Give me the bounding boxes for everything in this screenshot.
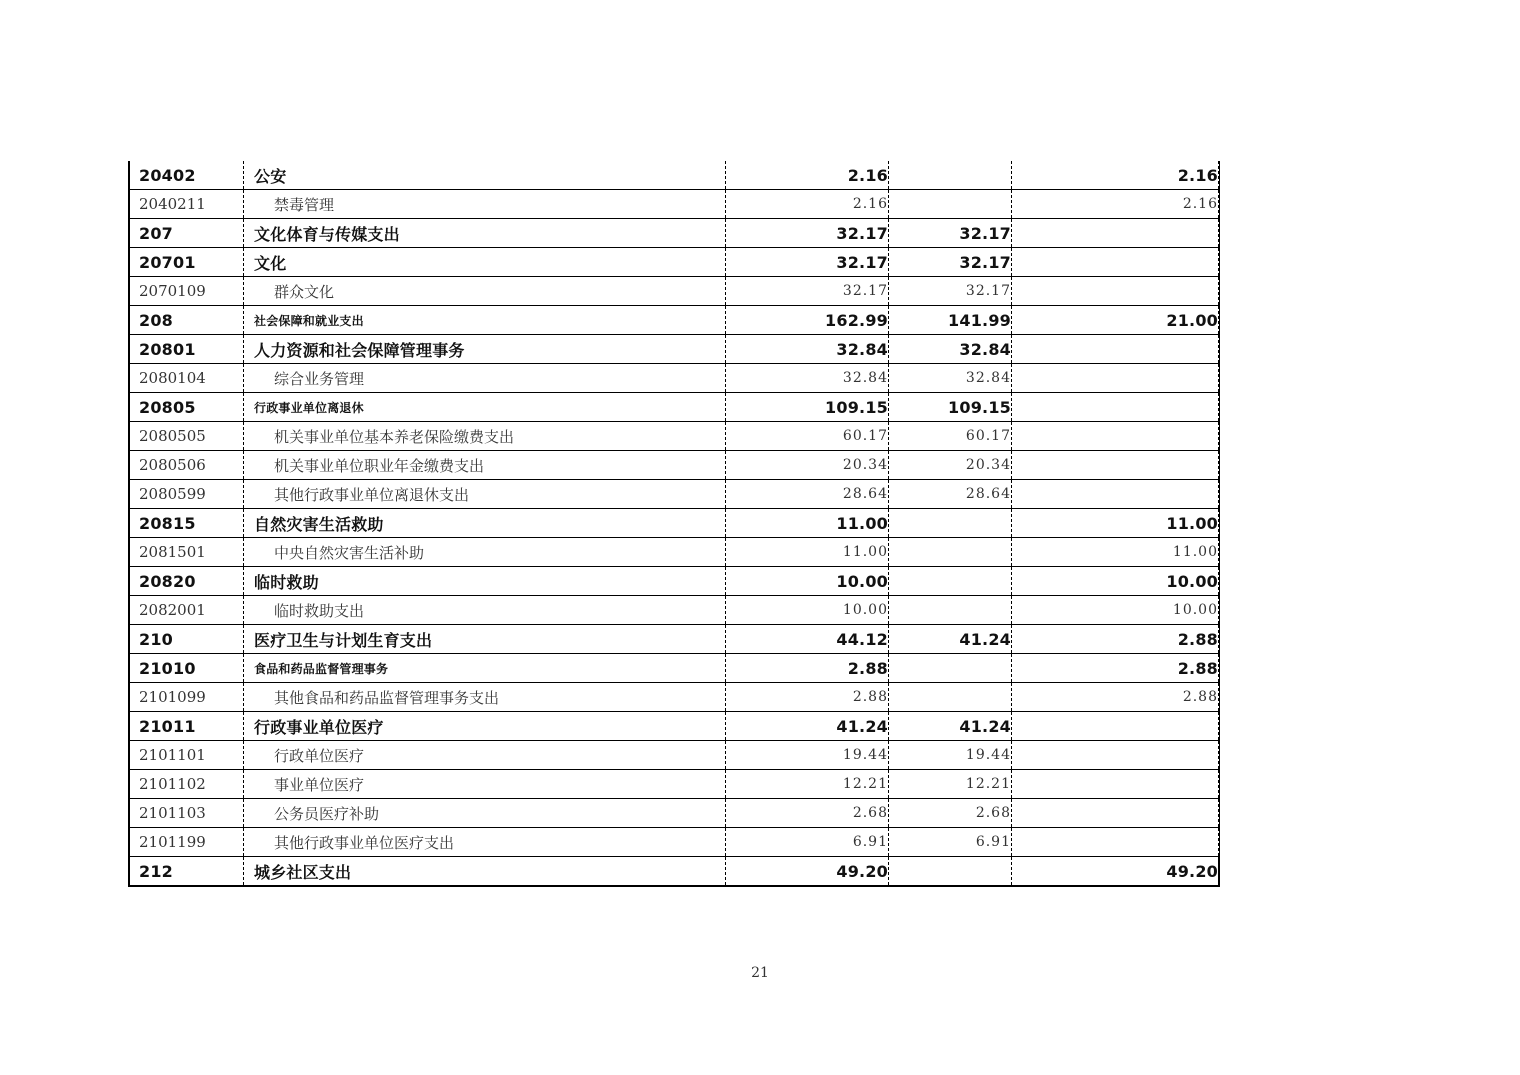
cell-basic-expenditure: 12.21 bbox=[888, 770, 1011, 798]
cell-total: 49.20 bbox=[725, 857, 888, 885]
cell-name: 机关事业单位职业年金缴费支出 bbox=[243, 451, 725, 479]
table-row bbox=[130, 277, 1219, 306]
cell-project-expenditure bbox=[1011, 393, 1219, 421]
cell-basic-expenditure bbox=[888, 161, 1011, 189]
cell-total: 19.44 bbox=[725, 741, 888, 769]
expenditure-table bbox=[128, 161, 1219, 887]
cell-code: 2082001 bbox=[139, 601, 206, 619]
cell-basic-expenditure: 60.17 bbox=[888, 422, 1011, 450]
cell-total: 32.17 bbox=[725, 248, 888, 276]
cell-name: 临时救助支出 bbox=[243, 596, 725, 624]
cell-project-expenditure bbox=[1011, 335, 1219, 363]
cell-project-expenditure bbox=[1011, 422, 1219, 450]
cell-total: 6.91 bbox=[725, 828, 888, 856]
table-row bbox=[130, 596, 1219, 625]
table-row bbox=[130, 712, 1219, 741]
cell-name: 社会保障和就业支出 bbox=[243, 306, 725, 334]
cell-basic-expenditure: 6.91 bbox=[888, 828, 1011, 856]
cell-project-expenditure bbox=[1011, 799, 1219, 827]
cell-basic-expenditure: 19.44 bbox=[888, 741, 1011, 769]
cell-code: 2040211 bbox=[139, 195, 206, 213]
cell-total: 44.12 bbox=[725, 625, 888, 653]
cell-basic-expenditure: 32.17 bbox=[888, 248, 1011, 276]
cell-name: 其他行政事业单位离退休支出 bbox=[243, 480, 725, 508]
cell-basic-expenditure bbox=[888, 567, 1011, 595]
cell-project-expenditure bbox=[1011, 741, 1219, 769]
table-row bbox=[130, 567, 1219, 596]
cell-name: 行政单位医疗 bbox=[243, 741, 725, 769]
cell-code: 2070109 bbox=[139, 282, 206, 300]
cell-code: 210 bbox=[139, 629, 173, 649]
cell-basic-expenditure: 109.15 bbox=[888, 393, 1011, 421]
cell-code: 2080506 bbox=[139, 456, 206, 474]
cell-code: 2101199 bbox=[139, 833, 206, 851]
cell-code: 2101103 bbox=[139, 804, 206, 822]
cell-code: 20701 bbox=[139, 252, 196, 272]
cell-total: 12.21 bbox=[725, 770, 888, 798]
cell-project-expenditure bbox=[1011, 480, 1219, 508]
table-row bbox=[130, 509, 1219, 538]
table-right-border bbox=[1219, 161, 1220, 887]
cell-name: 中央自然灾害生活补助 bbox=[243, 538, 725, 566]
cell-code: 2101101 bbox=[139, 746, 206, 764]
table-row bbox=[130, 393, 1219, 422]
table-row bbox=[130, 799, 1219, 828]
cell-project-expenditure bbox=[1011, 712, 1219, 740]
cell-project-expenditure bbox=[1011, 770, 1219, 798]
cell-total: 32.17 bbox=[725, 219, 888, 247]
cell-name: 禁毒管理 bbox=[243, 190, 725, 218]
cell-name: 食品和药品监督管理事务 bbox=[243, 654, 725, 682]
cell-code: 20801 bbox=[139, 339, 196, 359]
cell-basic-expenditure: 32.17 bbox=[888, 277, 1011, 305]
cell-code: 21011 bbox=[139, 716, 196, 736]
table-row bbox=[130, 248, 1219, 277]
cell-basic-expenditure: 32.84 bbox=[888, 335, 1011, 363]
cell-total: 28.64 bbox=[725, 480, 888, 508]
table-row bbox=[130, 480, 1219, 509]
cell-basic-expenditure: 28.64 bbox=[888, 480, 1011, 508]
cell-code: 2080505 bbox=[139, 427, 206, 445]
cell-project-expenditure: 2.88 bbox=[1011, 683, 1219, 711]
table-row bbox=[130, 857, 1219, 885]
cell-project-expenditure: 11.00 bbox=[1011, 509, 1219, 537]
cell-name: 临时救助 bbox=[243, 567, 725, 595]
cell-total: 2.16 bbox=[725, 190, 888, 218]
cell-basic-expenditure: 2.68 bbox=[888, 799, 1011, 827]
cell-basic-expenditure: 141.99 bbox=[888, 306, 1011, 334]
cell-code: 2101099 bbox=[139, 688, 206, 706]
cell-project-expenditure bbox=[1011, 451, 1219, 479]
page-number: 21 bbox=[751, 965, 769, 981]
cell-total: 10.00 bbox=[725, 567, 888, 595]
cell-project-expenditure: 2.88 bbox=[1011, 654, 1219, 682]
table-row bbox=[130, 190, 1219, 219]
cell-project-expenditure: 10.00 bbox=[1011, 567, 1219, 595]
cell-basic-expenditure bbox=[888, 509, 1011, 537]
cell-total: 60.17 bbox=[725, 422, 888, 450]
cell-project-expenditure: 11.00 bbox=[1011, 538, 1219, 566]
cell-basic-expenditure: 32.17 bbox=[888, 219, 1011, 247]
cell-project-expenditure: 49.20 bbox=[1011, 857, 1219, 885]
cell-project-expenditure: 2.16 bbox=[1011, 190, 1219, 218]
cell-total: 2.88 bbox=[725, 654, 888, 682]
cell-name: 机关事业单位基本养老保险缴费支出 bbox=[243, 422, 725, 450]
cell-total: 2.16 bbox=[725, 161, 888, 189]
cell-code: 207 bbox=[139, 223, 173, 243]
cell-name: 自然灾害生活救助 bbox=[243, 509, 725, 537]
cell-code: 2081501 bbox=[139, 543, 206, 561]
cell-name: 公安 bbox=[243, 161, 725, 189]
cell-name: 行政事业单位医疗 bbox=[243, 712, 725, 740]
cell-project-expenditure bbox=[1011, 277, 1219, 305]
cell-code: 2080104 bbox=[139, 369, 206, 387]
cell-basic-expenditure bbox=[888, 857, 1011, 885]
cell-project-expenditure bbox=[1011, 248, 1219, 276]
cell-total: 32.84 bbox=[725, 364, 888, 392]
cell-total: 32.17 bbox=[725, 277, 888, 305]
cell-name: 综合业务管理 bbox=[243, 364, 725, 392]
cell-code: 208 bbox=[139, 310, 173, 330]
table-row bbox=[130, 625, 1219, 654]
table-row bbox=[130, 451, 1219, 480]
table-row bbox=[130, 219, 1219, 248]
cell-project-expenditure: 2.88 bbox=[1011, 625, 1219, 653]
cell-project-expenditure: 2.16 bbox=[1011, 161, 1219, 189]
cell-basic-expenditure: 41.24 bbox=[888, 712, 1011, 740]
table-row bbox=[130, 335, 1219, 364]
table-row bbox=[130, 654, 1219, 683]
cell-name: 其他食品和药品监督管理事务支出 bbox=[243, 683, 725, 711]
cell-name: 行政事业单位离退休 bbox=[243, 393, 725, 421]
cell-total: 10.00 bbox=[725, 596, 888, 624]
cell-name: 城乡社区支出 bbox=[243, 857, 725, 885]
table-row bbox=[130, 538, 1219, 567]
cell-total: 32.84 bbox=[725, 335, 888, 363]
cell-total: 2.68 bbox=[725, 799, 888, 827]
table-row bbox=[130, 306, 1219, 335]
cell-total: 109.15 bbox=[725, 393, 888, 421]
cell-basic-expenditure bbox=[888, 190, 1011, 218]
cell-total: 11.00 bbox=[725, 538, 888, 566]
cell-total: 2.88 bbox=[725, 683, 888, 711]
cell-project-expenditure: 21.00 bbox=[1011, 306, 1219, 334]
table-row bbox=[130, 828, 1219, 857]
cell-name: 文化 bbox=[243, 248, 725, 276]
cell-code: 2080599 bbox=[139, 485, 206, 503]
table-row bbox=[130, 161, 1219, 190]
cell-name: 人力资源和社会保障管理事务 bbox=[243, 335, 725, 363]
cell-total: 20.34 bbox=[725, 451, 888, 479]
cell-basic-expenditure bbox=[888, 596, 1011, 624]
cell-code: 2101102 bbox=[139, 775, 206, 793]
cell-name: 事业单位医疗 bbox=[243, 770, 725, 798]
table-row bbox=[130, 741, 1219, 770]
cell-basic-expenditure: 20.34 bbox=[888, 451, 1011, 479]
table-row bbox=[130, 770, 1219, 799]
cell-project-expenditure bbox=[1011, 219, 1219, 247]
cell-total: 162.99 bbox=[725, 306, 888, 334]
cell-name: 医疗卫生与计划生育支出 bbox=[243, 625, 725, 653]
cell-name: 群众文化 bbox=[243, 277, 725, 305]
cell-code: 20805 bbox=[139, 397, 196, 417]
cell-project-expenditure bbox=[1011, 828, 1219, 856]
cell-name: 公务员医疗补助 bbox=[243, 799, 725, 827]
cell-project-expenditure: 10.00 bbox=[1011, 596, 1219, 624]
cell-basic-expenditure: 32.84 bbox=[888, 364, 1011, 392]
cell-name: 文化体育与传媒支出 bbox=[243, 219, 725, 247]
cell-code: 20402 bbox=[139, 165, 196, 185]
cell-basic-expenditure bbox=[888, 654, 1011, 682]
cell-basic-expenditure: 41.24 bbox=[888, 625, 1011, 653]
cell-name: 其他行政事业单位医疗支出 bbox=[243, 828, 725, 856]
cell-basic-expenditure bbox=[888, 538, 1011, 566]
table-row bbox=[130, 364, 1219, 393]
cell-code: 20815 bbox=[139, 513, 196, 533]
table-row bbox=[130, 422, 1219, 451]
cell-project-expenditure bbox=[1011, 364, 1219, 392]
cell-total: 41.24 bbox=[725, 712, 888, 740]
table-body bbox=[130, 161, 1219, 885]
cell-basic-expenditure bbox=[888, 683, 1011, 711]
cell-code: 20820 bbox=[139, 571, 196, 591]
cell-code: 21010 bbox=[139, 658, 196, 678]
cell-code: 212 bbox=[139, 861, 173, 881]
cell-total: 11.00 bbox=[725, 509, 888, 537]
table-row bbox=[130, 683, 1219, 712]
